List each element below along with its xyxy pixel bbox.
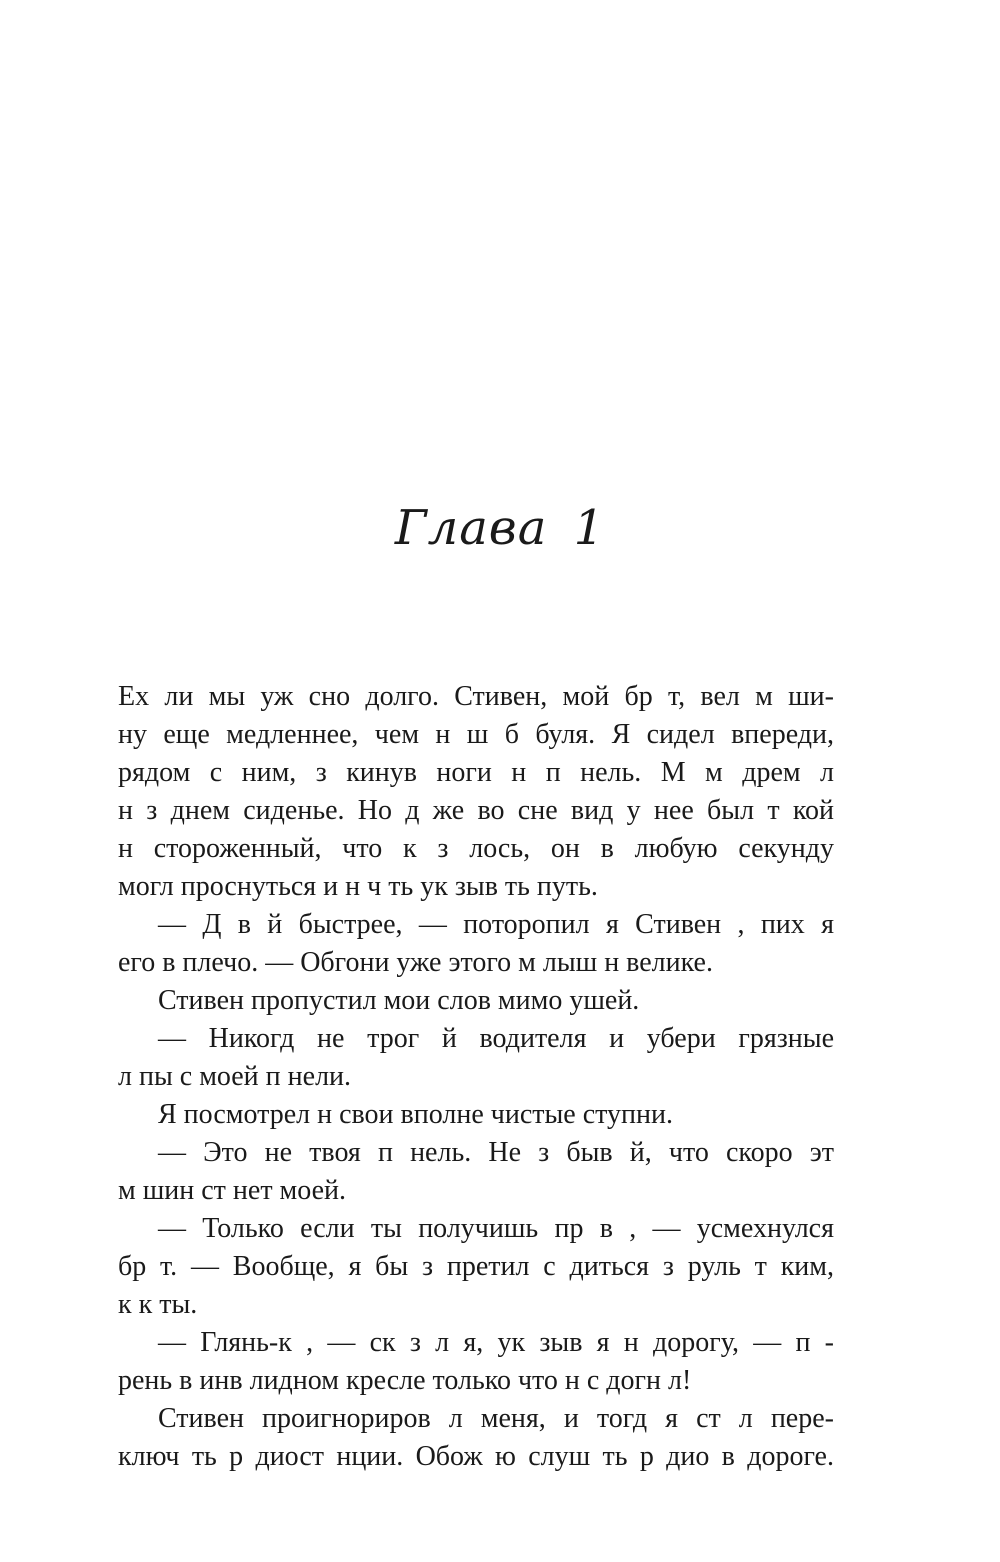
text-line: ну еще медленнее, чем н ш б буля. Я сидел впереди, (118, 719, 834, 750)
text-line: м шин ст нет моей. (118, 1175, 347, 1206)
text-line: его в плечо. — Обгони уже этого м лыш н велике. (118, 947, 713, 978)
text-line: бр т. — Вообще, я бы з претил с диться з руль т ким, (118, 1251, 834, 1282)
text-line: могл проснуться и н ч ть ук зыв ть путь. (118, 871, 598, 902)
chapter-body-text (118, 678, 834, 1476)
text-line: — Никогд не трог й водителя и убери грязные (158, 1023, 834, 1054)
text-line: рядом с ним, з кинув ноги н п нель. М м дрем л (118, 757, 834, 788)
text-line: — Это не твоя п нель. Не з быв й, что скоро эт (158, 1137, 834, 1168)
chapter-title: Глава 1 (394, 500, 606, 556)
text-line: — Д в й быстрее, — поторопил я Стивен , пих я (158, 909, 834, 940)
text-line: к к ты. (118, 1289, 198, 1320)
text-line: ключ ть р диост нции. Обож ю слуш ть р дио в дороге. (118, 1441, 834, 1472)
text-line: н стороженный, что к з лось, он в любую секунду (118, 833, 834, 864)
text-line: л пы с моей п нели. (118, 1061, 352, 1092)
text-line: рень в инв лидном кресле только что н с догн л! (118, 1365, 692, 1396)
text-line: н з днем сиденье. Но д же во сне вид у нее был т кой (118, 795, 834, 826)
text-line: Ех ли мы уж сно долго. Стивен, мой бр т, вел м ши- (118, 681, 834, 712)
text-line: Стивен пропустил мои слов мимо ушей. (158, 985, 640, 1016)
text-line: — Глянь-к , — ск з л я, ук зыв я н дорогу, — п - (158, 1327, 834, 1358)
text-line: Стивен проигнориров л меня, и тогд я ст л пере- (158, 1403, 834, 1434)
text-line: — Только если ты получишь пр в , — усмехнулся (158, 1213, 834, 1244)
text-line: Я посмотрел н свои вполне чистые ступни. (158, 1099, 673, 1130)
